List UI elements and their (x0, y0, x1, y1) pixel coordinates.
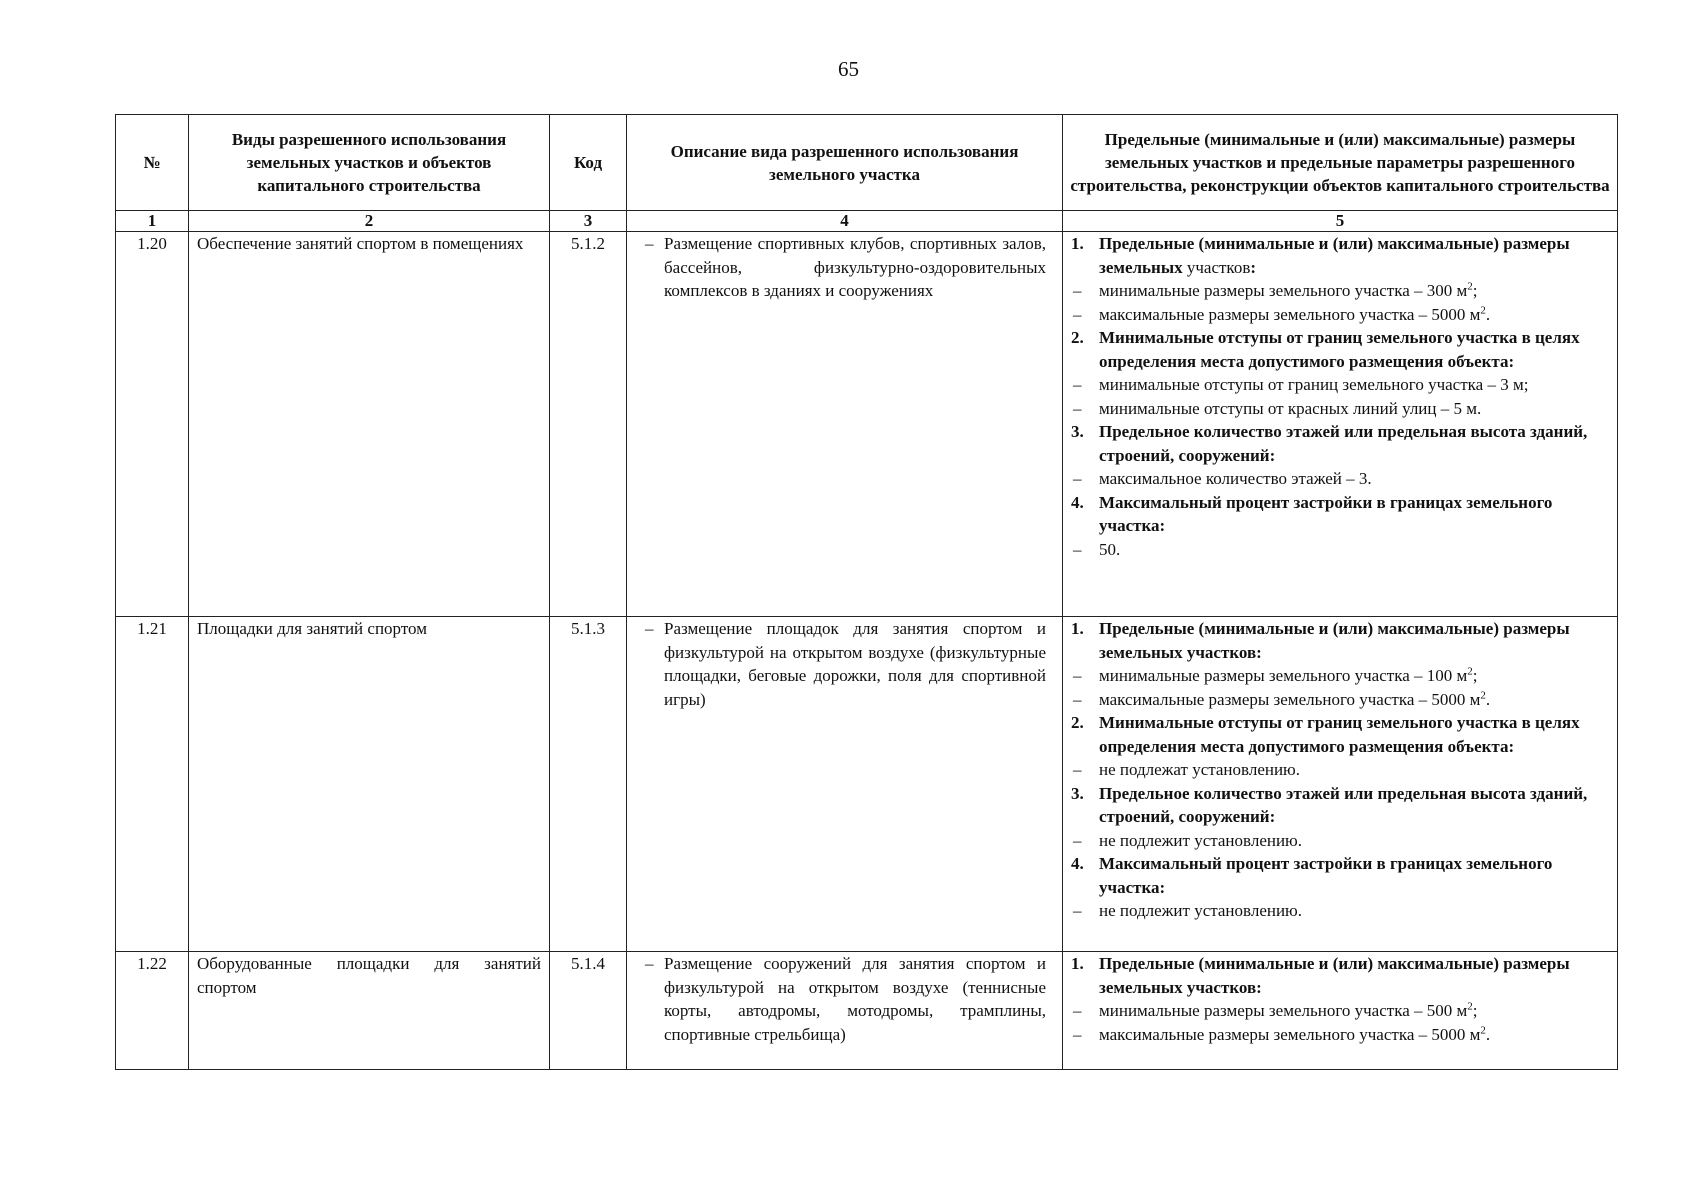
dash-mark: – (1073, 901, 1082, 920)
parameter-title-bold: Предельное количество этажей или предельная высота зданий, строений, сооружений: (1099, 783, 1588, 826)
dash-mark: – (1073, 760, 1082, 779)
table-row (116, 617, 1618, 952)
parameter-value: минимальные размеры земельного участка – 500 м (1099, 1001, 1468, 1020)
parameter-item (1071, 899, 1609, 923)
description-item (627, 617, 1046, 711)
parameter-title (1099, 852, 1609, 899)
table-row (116, 232, 1618, 617)
parameter-title-normal: участков (1182, 257, 1251, 277)
parameter-heading (1071, 952, 1609, 999)
parameter-title (1099, 420, 1609, 467)
item-punctuation: ; (1472, 666, 1478, 685)
use-parameters (1063, 952, 1618, 1070)
parameter-title (1099, 617, 1609, 664)
dash-mark: – (645, 234, 654, 253)
parameter-item-text (1099, 1023, 1490, 1047)
parameter-value: максимальное количество этажей – 3. (1099, 469, 1372, 488)
parameter-title-bold: Предельные (минимальные и (или) максимальные) размеры земельных (1099, 234, 1570, 277)
dash-mark: – (1073, 304, 1082, 324)
parameter-title-bold: Максимальный процент застройки в границах земельного участка: (1099, 492, 1553, 535)
parameter-item-text (1099, 899, 1302, 923)
row-number: 1.21 (116, 617, 189, 952)
parameter-item-text (1099, 758, 1300, 782)
parameter-item-text (1099, 467, 1372, 491)
parameter-title (1099, 491, 1609, 538)
parameter-value: 50. (1099, 539, 1121, 559)
column-number-row (116, 211, 1618, 232)
parameter-number: 1. (1071, 619, 1084, 638)
parameter-item-text (1099, 829, 1302, 853)
description-item (627, 232, 1046, 303)
parameter-item (1071, 467, 1609, 491)
parameter-title (1099, 326, 1609, 373)
parameter-title-bold: Предельное количество этажей или предельная высота зданий, строений, сооружений: (1099, 422, 1588, 465)
use-type: Обеспечение занятий спортом в помещениях (189, 232, 550, 617)
parameter-title (1099, 711, 1609, 758)
dash-mark: – (645, 954, 654, 973)
parameter-value: максимальные размеры земельного участка – 5000 м (1099, 304, 1481, 324)
parameter-value: максимальные размеры земельного участка – 5000 м (1099, 689, 1481, 709)
dash-mark: – (1073, 469, 1082, 488)
use-type: Площадки для занятий спортом (189, 617, 550, 952)
parameter-item-text (1099, 664, 1478, 688)
parameter-value: минимальные размеры земельного участка – 100 м (1099, 666, 1468, 685)
table-body (116, 232, 1618, 1070)
item-punctuation: . (1485, 689, 1491, 709)
header-params: Предельные (минимальные и (или) максимальные) размеры земельных участков и предельные параметры разрешенного строительства, реконструкции объектов капитального строительства (1063, 115, 1618, 211)
parameter-item (1071, 303, 1609, 327)
parameter-item-text (1099, 688, 1490, 712)
item-punctuation: . (1485, 304, 1491, 324)
column-number: 3 (550, 211, 627, 232)
parameter-item-text (1099, 303, 1490, 327)
land-use-table (115, 114, 1618, 1070)
parameter-title (1099, 782, 1609, 829)
parameter-heading (1071, 326, 1609, 373)
parameter-item (1071, 279, 1609, 303)
column-number: 2 (189, 211, 550, 232)
dash-mark: – (1073, 666, 1082, 685)
square-exponent: 2 (1480, 303, 1486, 316)
parameter-item-text (1099, 538, 1120, 562)
parameter-title-bold: Минимальные отступы от границ земельного участка в целях определения места допустимого размещения объекта: (1099, 713, 1580, 756)
parameter-number: 4. (1071, 854, 1084, 873)
square-exponent: 2 (1480, 1023, 1486, 1036)
square-exponent: 2 (1480, 688, 1486, 701)
parameter-heading (1071, 782, 1609, 829)
parameter-heading (1071, 852, 1609, 899)
row-number: 1.20 (116, 232, 189, 617)
parameter-heading (1071, 232, 1609, 279)
header-row (116, 115, 1618, 211)
square-exponent: 2 (1467, 280, 1473, 293)
description-item (627, 952, 1046, 1046)
parameter-heading (1071, 420, 1609, 467)
parameter-number: 2. (1071, 328, 1084, 347)
parameter-heading (1071, 711, 1609, 758)
parameter-item-text (1099, 999, 1478, 1023)
parameter-number: 3. (1071, 422, 1084, 441)
item-punctuation: ; (1472, 281, 1478, 300)
header-no: № (116, 115, 189, 211)
column-number: 1 (116, 211, 189, 232)
parameter-item (1071, 829, 1609, 853)
description-text: Размещение площадок для занятия спортом и физкультурой на открытом воздухе (физкультурные площадки, беговые дорожки, поля для спортивной игры) (664, 619, 1046, 709)
parameter-item (1071, 1023, 1609, 1047)
dash-mark: – (645, 619, 654, 638)
dash-mark: – (1073, 281, 1082, 300)
parameter-item (1071, 538, 1609, 562)
parameter-value: максимальные размеры земельного участка – 5000 м (1099, 1024, 1481, 1044)
use-parameters (1063, 617, 1618, 952)
use-description (627, 617, 1063, 952)
parameter-item (1071, 397, 1609, 421)
parameter-title-bold: Минимальные отступы от границ земельного участка в целях определения места допустимого размещения объекта: (1099, 328, 1580, 371)
use-type: Оборудованные площадки для занятий спортом (189, 952, 550, 1070)
parameter-title-bold: Предельные (минимальные и (или) максимальные) размеры земельных участков: (1099, 619, 1570, 662)
parameter-item-text (1099, 373, 1528, 397)
parameter-number: 4. (1071, 492, 1084, 512)
use-code: 5.1.2 (550, 232, 627, 617)
header-type: Виды разрешенного использования земельных участков и объектов капитального строительства (189, 115, 550, 211)
parameter-value: не подлежит установлению. (1099, 901, 1303, 920)
dash-mark: – (1073, 375, 1082, 394)
parameter-number: 2. (1071, 713, 1084, 732)
parameter-title-end: : (1250, 257, 1257, 277)
parameter-item-text (1099, 279, 1478, 303)
square-exponent: 2 (1467, 665, 1473, 678)
use-code: 5.1.4 (550, 952, 627, 1070)
parameter-title-bold: Предельные (минимальные и (или) максимальные) размеры земельных участков: (1099, 954, 1570, 997)
use-description (627, 952, 1063, 1070)
row-number: 1.22 (116, 952, 189, 1070)
description-text: Размещение спортивных клубов, спортивных залов, бассейнов, физкультурно-оздоровительных комплексов в зданиях и сооружениях (664, 234, 1046, 300)
parameter-item (1071, 664, 1609, 688)
parameter-number: 3. (1071, 783, 1084, 803)
parameter-value: не подлежат установлению. (1099, 760, 1301, 779)
parameter-title (1099, 232, 1609, 279)
header-description: Описание вида разрешенного использования земельного участка (627, 115, 1063, 211)
parameter-value: не подлежит установлению. (1099, 830, 1303, 850)
dash-mark: – (1073, 539, 1082, 559)
parameter-heading (1071, 617, 1609, 664)
page-number: 65 (838, 57, 859, 81)
parameter-heading (1071, 491, 1609, 538)
use-code: 5.1.3 (550, 617, 627, 952)
parameter-value: минимальные размеры земельного участка – 300 м (1099, 281, 1468, 300)
item-punctuation: ; (1472, 1001, 1478, 1020)
parameter-title-bold: Максимальный процент застройки в границах земельного участка: (1099, 854, 1553, 897)
parameter-value: минимальные отступы от границ земельного участка – 3 м; (1099, 375, 1529, 394)
header-code: Код (550, 115, 627, 211)
table-row (116, 952, 1618, 1070)
column-number: 4 (627, 211, 1063, 232)
parameter-item-text (1099, 397, 1481, 421)
parameter-number: 1. (1071, 954, 1084, 973)
parameter-item (1071, 688, 1609, 712)
parameter-item (1071, 758, 1609, 782)
use-parameters (1063, 232, 1618, 617)
square-exponent: 2 (1467, 1000, 1473, 1013)
dash-mark: – (1073, 1024, 1082, 1044)
dash-mark: – (1073, 1001, 1082, 1020)
column-number: 5 (1063, 211, 1618, 232)
parameter-title (1099, 952, 1609, 999)
parameter-value: минимальные отступы от красных линий улиц – 5 м. (1099, 398, 1482, 418)
dash-mark: – (1073, 689, 1082, 709)
item-punctuation: . (1485, 1024, 1491, 1044)
parameter-number: 1. (1071, 234, 1084, 253)
description-text: Размещение сооружений для занятия спортом и физкультурой на открытом воздухе (теннисные корты, автодромы, мотодромы, трамплины, спортивные стрельбища) (664, 954, 1046, 1044)
use-description (627, 232, 1063, 617)
parameter-item (1071, 999, 1609, 1023)
dash-mark: – (1073, 398, 1082, 418)
parameter-item (1071, 373, 1609, 397)
dash-mark: – (1073, 830, 1082, 850)
